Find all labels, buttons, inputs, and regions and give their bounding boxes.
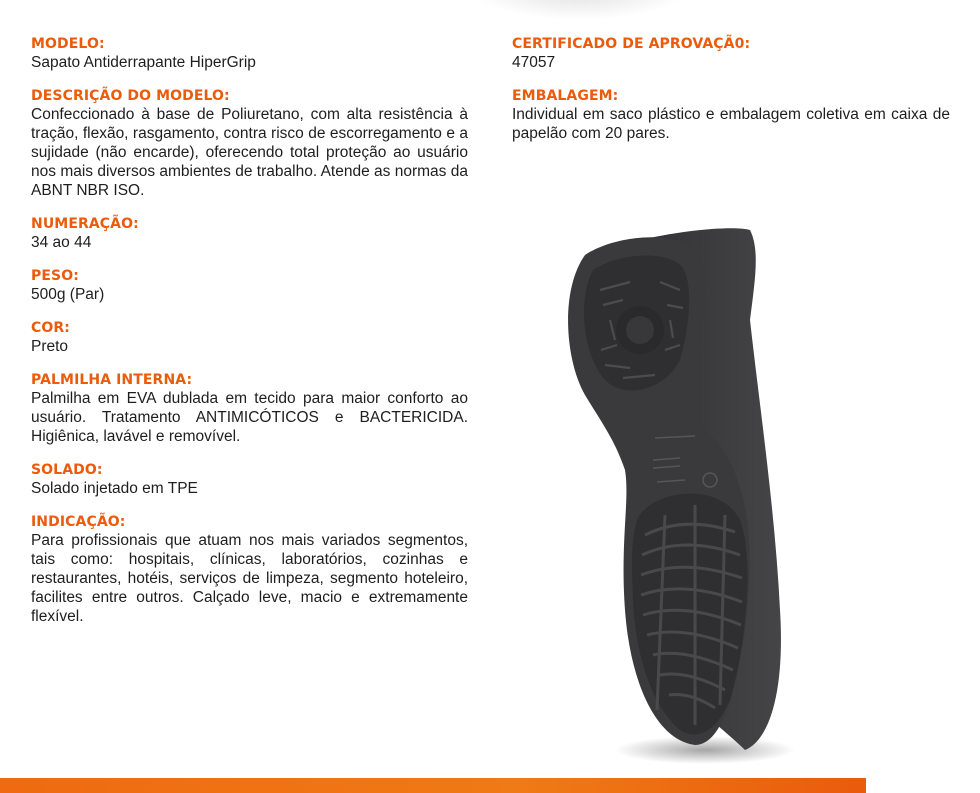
spec-color [31, 320, 468, 356]
spec-heading: EMBALAGEM: [512, 88, 619, 104]
spec-heading: INDICAÇÃO: [31, 514, 126, 530]
spec-heading: COR: [31, 320, 70, 336]
spec-column-left [31, 36, 468, 642]
spec-packaging [512, 88, 950, 143]
spec-heading: SOLADO: [31, 462, 103, 478]
spec-value: Preto [31, 338, 69, 355]
spec-heading: MODELO: [31, 36, 105, 52]
spec-sizes [31, 216, 468, 252]
spec-certificate [512, 36, 950, 72]
spec-value: Para profissionais que atuam nos mais variados segmentos, tais como: hospitais, clínicas, laboratórios, cozinhas e restaurantes, hotéis, serviços de limpeza, segmento hoteleiro, facilites entre outros. Calçado leve, macio e extremamente flexível. [31, 532, 468, 625]
spec-heading: DESCRIÇÃO DO MODELO: [31, 88, 230, 104]
spec-heading: PALMILHA INTERNA: [31, 372, 193, 388]
spec-value: Sapato Antiderrapante HiperGrip [31, 54, 256, 71]
spec-value: 34 ao 44 [31, 234, 92, 251]
top-shadow-decoration [470, 0, 690, 20]
spec-value: 47057 [512, 54, 556, 71]
product-image-shoe-sole [545, 210, 795, 770]
spec-value: Individual em saco plástico e embalagem coletiva em caixa de papelão com 20 pares. [512, 106, 950, 142]
spec-column-right [512, 36, 950, 159]
spec-value: Palmilha em EVA dublada em tecido para maior conforto ao usuário. Tratamento ANTIMICÓTICOS e BACTERICIDA. Higiênica, lavável e removível. [31, 390, 468, 445]
spec-heading: NUMERAÇÃO: [31, 216, 139, 232]
spec-value: Solado injetado em TPE [31, 480, 198, 497]
bottom-accent-bar [0, 778, 866, 793]
spec-model [31, 36, 468, 72]
spec-indication [31, 514, 468, 626]
spec-heading: CERTIFICADO DE APROVAÇÃ0: [512, 36, 751, 52]
spec-description [31, 88, 468, 200]
spec-weight [31, 268, 468, 304]
spec-value: Confeccionado à base de Poliuretano, com alta resistência à tração, flexão, rasgamento, contra risco de escorregamento e a sujidade (não encarde), oferecendo total proteção ao usuário nos mais diversos ambientes de trabalho. Atende as normas da ABNT NBR ISO. [31, 106, 468, 199]
spec-value: 500g (Par) [31, 286, 105, 303]
spec-heading: PESO: [31, 268, 79, 284]
spec-insole [31, 372, 468, 446]
spec-sole [31, 462, 468, 498]
